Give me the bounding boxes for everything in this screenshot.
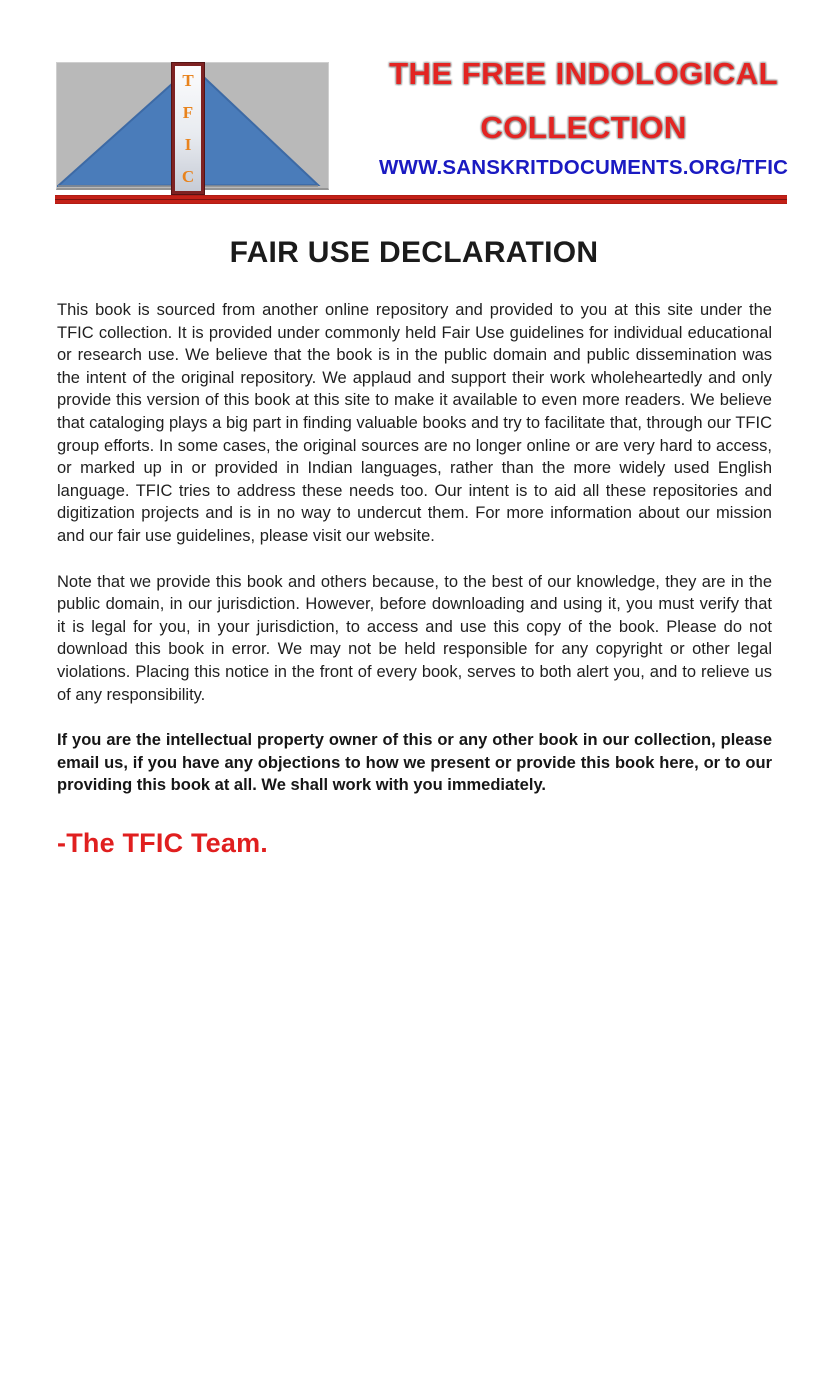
collection-titles: [329, 58, 788, 180]
page-header: [56, 56, 789, 190]
declaration-paragraph-1: This book is sourced from another online repository and provided to you at this site under the TFIC collection. It is provided under commonly held Fair Use guidelines for individual educational or research use. We believe that the book is in the public domain and public dissemination was the intent of the original repository. We applaud and support their work wholeheartedly and only provide this version of this book at this site to make it available to even more readers. We believe that cataloging plays a big part in finding valuable books and try to facilitate that, through our TFIC group efforts. In some cases, the original sources are no longer online or are very hard to access, or marked up in or provided in Indian languages, rather than the more widely used English language. TFIC tries to address these needs too. Our intent is to aid all these repositories and digitization projects and is in no way to undercut them. For more information about our mission and our fair use guidelines, please visit our website.: [57, 301, 772, 545]
tfic-team-signature: -The TFIC Team.: [57, 827, 269, 858]
collection-url: WWW.SANSKRITDOCUMENTS.ORG/TFIC: [379, 156, 789, 179]
collection-title-line2: COLLECTION: [480, 110, 687, 145]
declaration-body: [57, 299, 772, 859]
copyright-owner-notice: If you are the intellectual property owner of this or any other book in our collection, please email us, if you have any objections to how we present or provide this book here, or to our providing this book at all. We shall work with you immediately.: [57, 731, 772, 795]
collection-title-line1: THE FREE INDOLOGICAL: [389, 56, 779, 91]
declaration-paragraph-2: Note that we provide this book and others because, to the best of our knowledge, they are in the public domain, in our jurisdiction. However, before downloading and using it, you must verify that it is legal for you, in your jurisdiction, to access and use this copy of the book. Please do not download this book in error. We may not be held responsible for any copyright or other legal violations. Placing this notice in the front of every book, serves to both alert you, and to relieve us of any responsibility.: [57, 572, 772, 704]
double-red-rule: [55, 195, 787, 204]
logo-letter-f: F: [182, 103, 194, 122]
logo-letter-t: T: [182, 71, 194, 90]
tfic-logo: [56, 62, 329, 190]
logo-letter-i: I: [184, 135, 192, 154]
tfic-logo-column: [172, 63, 204, 194]
logo-letter-c: C: [181, 167, 195, 186]
fair-use-declaration-heading: FAIR USE DECLARATION: [229, 236, 599, 269]
